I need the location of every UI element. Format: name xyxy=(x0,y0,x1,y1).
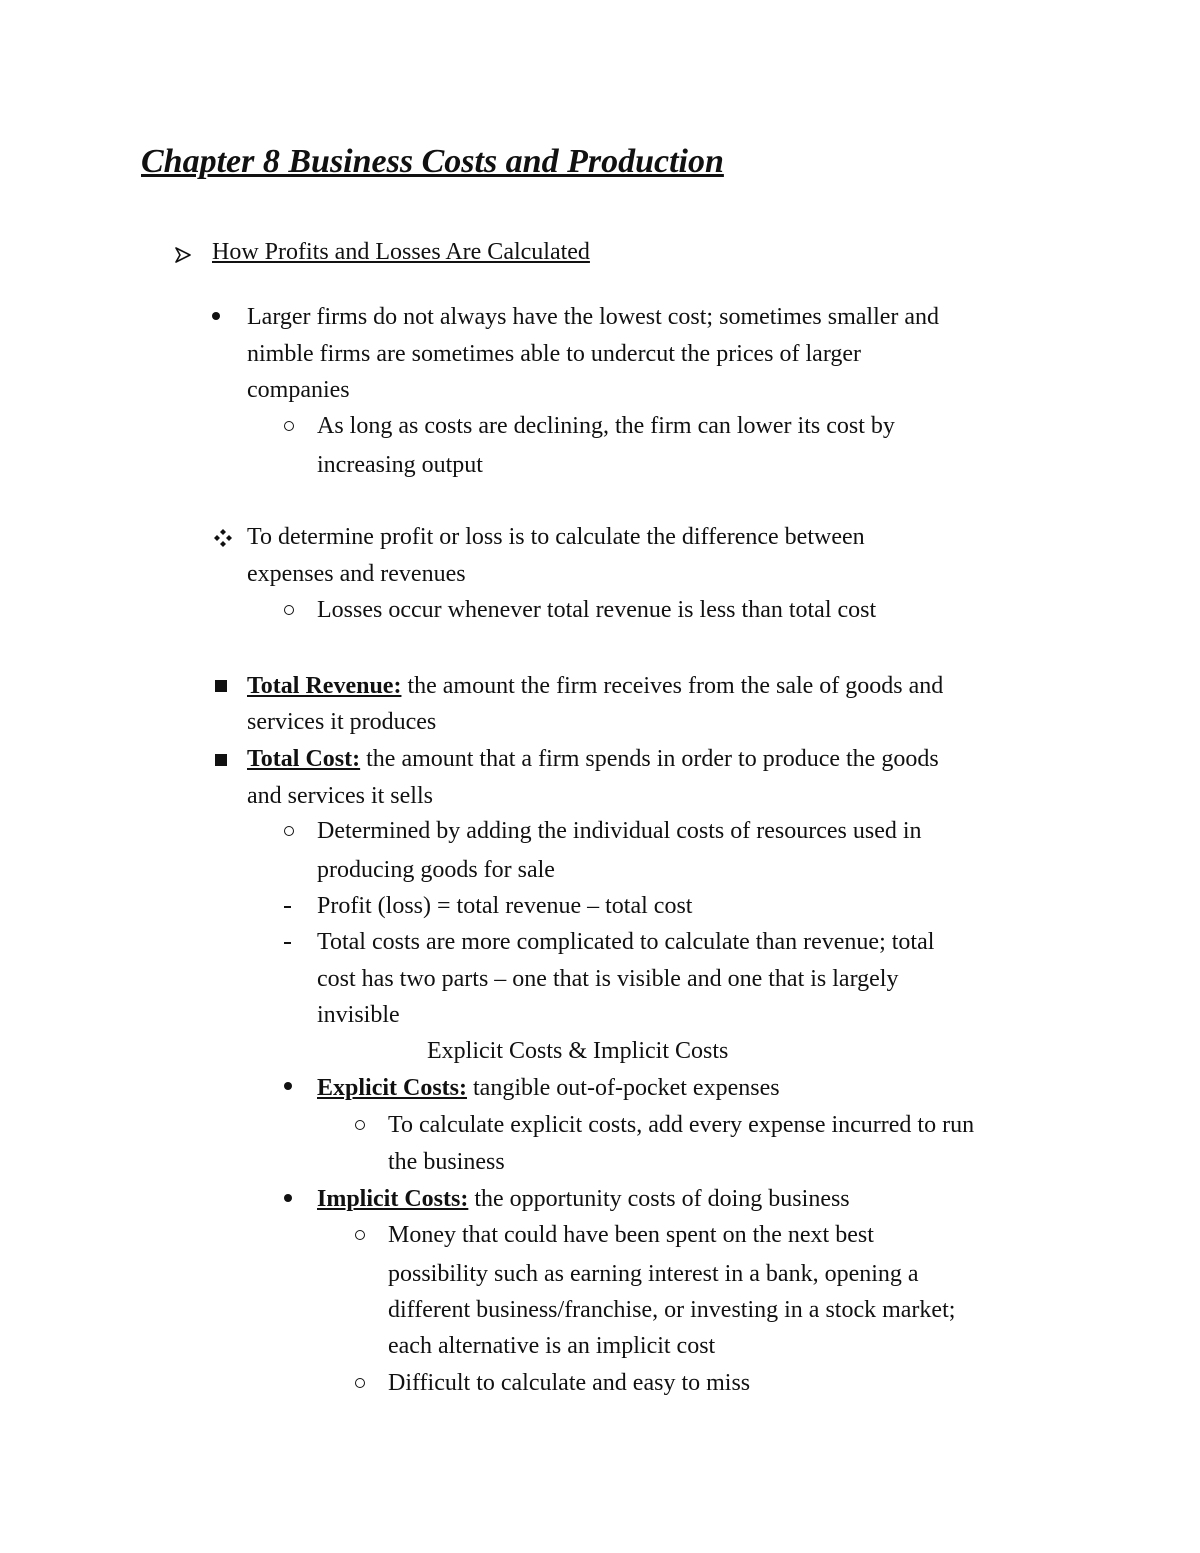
definition-text: the amount that a firm spends in order to produce the goods xyxy=(360,746,939,772)
hollow-circle-bullet-icon xyxy=(355,1120,365,1130)
round-bullet-icon xyxy=(284,1082,292,1090)
term-total-revenue: Total Revenue: xyxy=(247,673,402,699)
definition-line xyxy=(247,671,943,701)
dash-bullet-icon xyxy=(284,942,291,944)
sub-item-line: Difficult to calculate and easy to miss xyxy=(388,1370,751,1396)
square-bullet-icon xyxy=(215,754,227,766)
paragraph-line: services it produces xyxy=(247,709,437,735)
hollow-circle-bullet-icon xyxy=(355,1378,365,1388)
page-title: Chapter 8 Business Costs and Production xyxy=(141,143,724,180)
sub-item-line: each alternative is an implicit cost xyxy=(388,1333,716,1359)
term-total-cost: Total Cost: xyxy=(247,746,361,772)
sub-item-line: producing goods for sale xyxy=(317,857,555,883)
sub-item-line: increasing output xyxy=(317,452,483,478)
sub-item-line: Determined by adding the individual costs of resources used in xyxy=(317,818,922,844)
sub-item-line: the business xyxy=(388,1149,505,1175)
sub-item-line: different business/franchise, or investing in a stock market; xyxy=(388,1297,956,1323)
term-implicit-costs: Implicit Costs: xyxy=(317,1186,469,1212)
four-diamond-bullet-icon xyxy=(213,523,233,548)
arrowhead-bullet-icon xyxy=(174,240,192,264)
term-explicit-costs: Explicit Costs: xyxy=(317,1075,467,1101)
centered-caption: Explicit Costs & Implicit Costs xyxy=(427,1038,729,1064)
definition-text: the opportunity costs of doing business xyxy=(468,1186,850,1212)
definition-text: tangible out-of-pocket expenses xyxy=(467,1075,780,1101)
round-bullet-icon xyxy=(284,1194,292,1202)
sub-item-line: As long as costs are declining, the firm can lower its cost by xyxy=(317,413,895,439)
dash-item-line: cost has two parts – one that is visible and one that is largely xyxy=(317,966,899,992)
dash-item-line: invisible xyxy=(317,1002,400,1028)
paragraph-line: companies xyxy=(247,377,350,403)
square-bullet-icon xyxy=(215,680,227,692)
definition-line xyxy=(317,1073,780,1103)
paragraph-line: nimble firms are sometimes able to undercut the prices of larger xyxy=(247,341,862,367)
hollow-circle-bullet-icon xyxy=(355,1230,365,1240)
dash-bullet-icon xyxy=(284,906,291,908)
paragraph-line: and services it sells xyxy=(247,783,433,809)
hollow-circle-bullet-icon xyxy=(284,605,294,615)
sub-item-line: possibility such as earning interest in a bank, opening a xyxy=(388,1261,919,1287)
sub-item-line: Money that could have been spent on the next best xyxy=(388,1222,874,1248)
definition-text: the amount the firm receives from the sale of goods and xyxy=(401,673,944,699)
paragraph-line: Larger firms do not always have the lowest cost; sometimes smaller and xyxy=(247,304,940,330)
hollow-circle-bullet-icon xyxy=(284,421,294,431)
dash-item-line: Total costs are more complicated to calculate than revenue; total xyxy=(317,929,935,955)
definition-line xyxy=(247,744,939,774)
hollow-circle-bullet-icon xyxy=(284,826,294,836)
definition-line xyxy=(317,1184,850,1214)
section-heading: How Profits and Losses Are Calculated xyxy=(212,239,590,265)
paragraph-line: To determine profit or loss is to calculate the difference between xyxy=(247,524,865,550)
dash-item-line: Profit (loss) = total revenue – total cost xyxy=(317,893,693,919)
sub-item-line: Losses occur whenever total revenue is less than total cost xyxy=(317,597,877,623)
sub-item-line: To calculate explicit costs, add every expense incurred to run xyxy=(388,1112,975,1138)
paragraph-line: expenses and revenues xyxy=(247,561,466,587)
round-bullet-icon xyxy=(212,312,220,320)
